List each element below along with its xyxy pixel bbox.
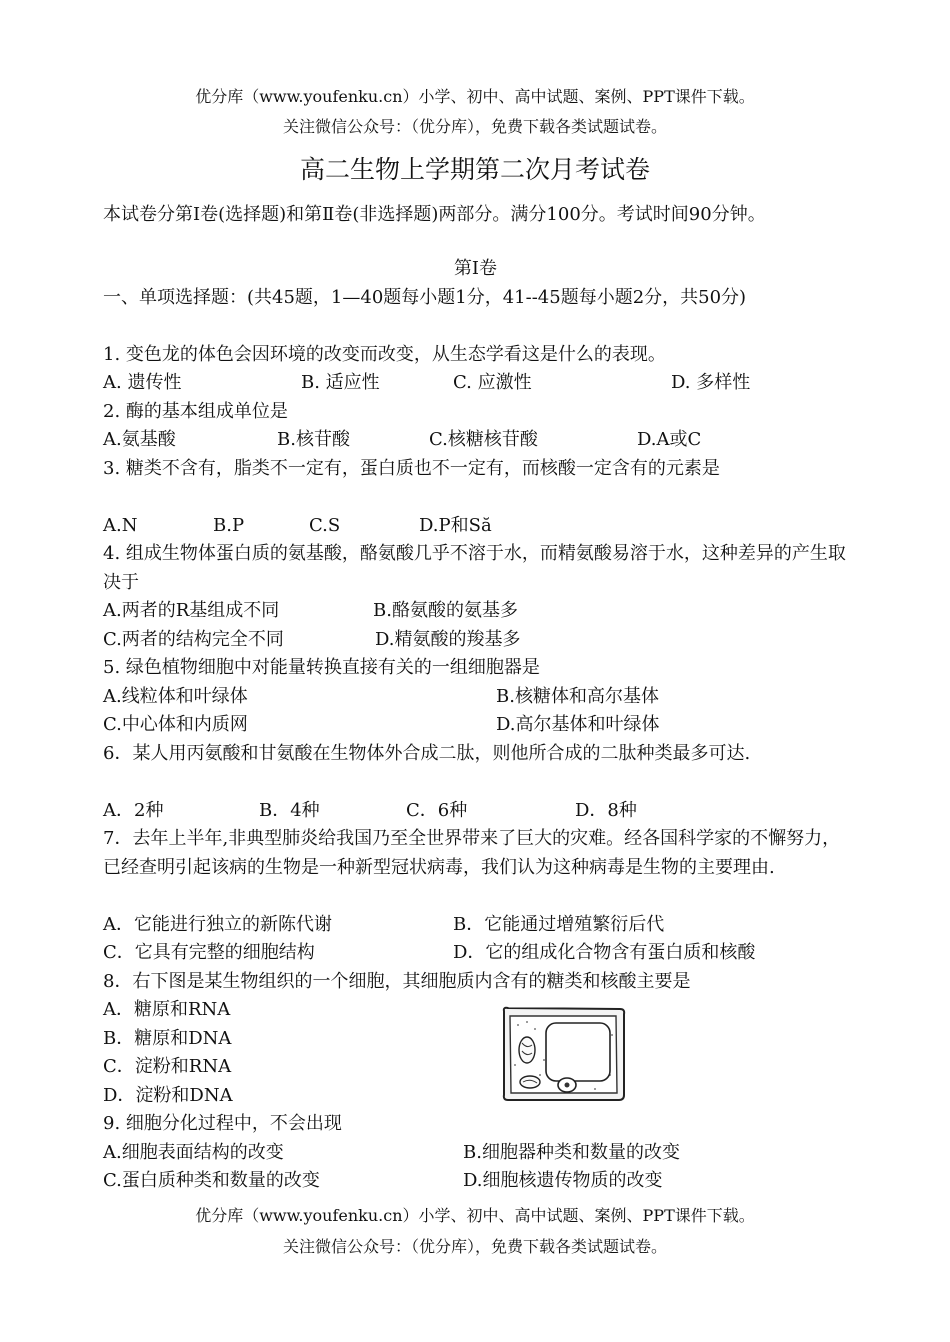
- part-heading: 一、单项选择题：(共45题，1—40题每小题1分，41--45题每小题2分，共50分): [103, 286, 747, 308]
- option-b: B．它能通过增殖繁衍后代: [453, 913, 665, 935]
- option-row: [103, 597, 848, 626]
- option-c: C.S: [309, 514, 341, 536]
- option-b: B．4种: [259, 799, 320, 821]
- option-a: A.两者的R基组成不同: [103, 600, 280, 621]
- header-line-1: 优分库（www.youfenku.cn）小学、初中、高中试题、案例、PPT课件下载。: [195, 87, 755, 106]
- question-stem: 5. 绿色植物细胞中对能量转换直接有关的一组细胞器是: [103, 657, 540, 678]
- option-row: [103, 911, 848, 940]
- option-c: C．6种: [406, 799, 468, 821]
- option-d: D.细胞核遗传物质的改变: [463, 1170, 663, 1191]
- option-b: B. 适应性: [301, 372, 380, 393]
- option-row: [103, 626, 848, 655]
- option-row: [103, 797, 848, 826]
- option-a: A．它能进行独立的新陈代谢: [103, 913, 332, 935]
- option-a: A.N: [103, 514, 138, 536]
- option-c: C．它具有完整的细胞结构: [103, 942, 315, 963]
- option-d: D. 多样性: [671, 372, 751, 393]
- option-row: [103, 711, 848, 740]
- question-stem: 2. 酶的基本组成单位是: [103, 400, 288, 422]
- option-b: B.核糖体和高尔基体: [496, 685, 659, 707]
- option-c: C.两者的结构完全不同: [103, 628, 284, 650]
- plant-cell-diagram-icon: [500, 1005, 628, 1103]
- question-stem: 6．某人用丙氨酸和甘氨酸在生物体外合成二肽，则他所合成的二肽种类最多可达.: [103, 742, 751, 764]
- option-d: D.高尔基体和叶绿体: [496, 714, 660, 735]
- option-a: A.细胞表面结构的改变: [103, 1141, 284, 1163]
- page-title: 高二生物上学期第二次月考试卷: [299, 155, 650, 184]
- option-row: [103, 512, 848, 541]
- option-row: [103, 426, 848, 455]
- question-stem: 3. 糖类不含有，脂类不一定有，蛋白质也不一定有，而核酸一定含有的元素是: [103, 457, 720, 479]
- option-row: [103, 1167, 848, 1196]
- option-d: D.P和Să: [419, 514, 492, 536]
- option-c: C. 应激性: [453, 372, 532, 393]
- option-c: C.蛋白质种类和数量的改变: [103, 1170, 320, 1191]
- option-a: A．2种: [103, 799, 164, 821]
- exam-body: [103, 255, 848, 1196]
- question-stem: 9. 细胞分化过程中，不会出现: [103, 1113, 342, 1134]
- intro-paragraph: 本试卷分第Ⅰ卷(选择题)和第Ⅱ卷(非选择题)两部分。满分100分。考试时间90分钟。: [103, 204, 766, 225]
- question-stem: 1. 变色龙的体色会因环境的改变而改变，从生态学看这是什么的表现。: [103, 343, 666, 365]
- option-a: A.氨基酸: [103, 429, 176, 450]
- option-c: C.中心体和内质网: [103, 714, 248, 735]
- option-d: D.A或C: [637, 429, 702, 450]
- option-d: D．它的组成化合物含有蛋白质和核酸: [453, 942, 756, 963]
- section-title: 第Ⅰ卷: [453, 258, 498, 279]
- question-stem: 4. 组成生物体蛋白质的氨基酸，酪氨酸几乎不溶于水，而精氨酸易溶于水，这种差异的产生取决于: [103, 543, 846, 593]
- option-b: B.核苷酸: [277, 429, 350, 450]
- option-a: A.线粒体和叶绿体: [103, 685, 248, 707]
- question-stem: 8．右下图是某生物组织的一个细胞，其细胞质内含有的糖类和核酸主要是: [103, 970, 691, 992]
- option-d: D．8种: [575, 799, 637, 821]
- question-stem: 7．去年上半年,非典型肺炎给我国乃至全世界带来了巨大的灾难。经各国科学家的不懈努力，已经查明引起该病的生物是一种新型冠状病毒，我们认为这种病毒是生物的主要理由.: [103, 828, 841, 878]
- option-c: C．淀粉和RNA: [103, 1056, 232, 1077]
- header-line-2: 关注微信公众号：（优分库），免费下载各类试题试卷。: [282, 117, 667, 136]
- option-b: B.酪氨酸的氨基多: [373, 600, 518, 621]
- option-row: [103, 683, 848, 712]
- option-a: A. 遗传性: [103, 372, 182, 393]
- option-row: [103, 369, 848, 398]
- option-row: [103, 939, 848, 968]
- footer-line-2: 关注微信公众号：（优分库），免费下载各类试题试卷。: [282, 1237, 667, 1256]
- option-b: B．糖原和DNA: [103, 1027, 232, 1049]
- option-c: C.核糖核苷酸: [429, 429, 538, 450]
- option-a: A．糖原和RNA: [103, 999, 231, 1020]
- option-b: B.P: [213, 514, 245, 536]
- option-d: D.精氨酸的羧基多: [375, 628, 521, 650]
- footer-line-1: 优分库（www.youfenku.cn）小学、初中、高中试题、案例、PPT课件下载。: [195, 1206, 755, 1225]
- option-row: [103, 1139, 848, 1168]
- option-b: B.细胞器种类和数量的改变: [463, 1141, 680, 1163]
- option-d: D．淀粉和DNA: [103, 1084, 233, 1106]
